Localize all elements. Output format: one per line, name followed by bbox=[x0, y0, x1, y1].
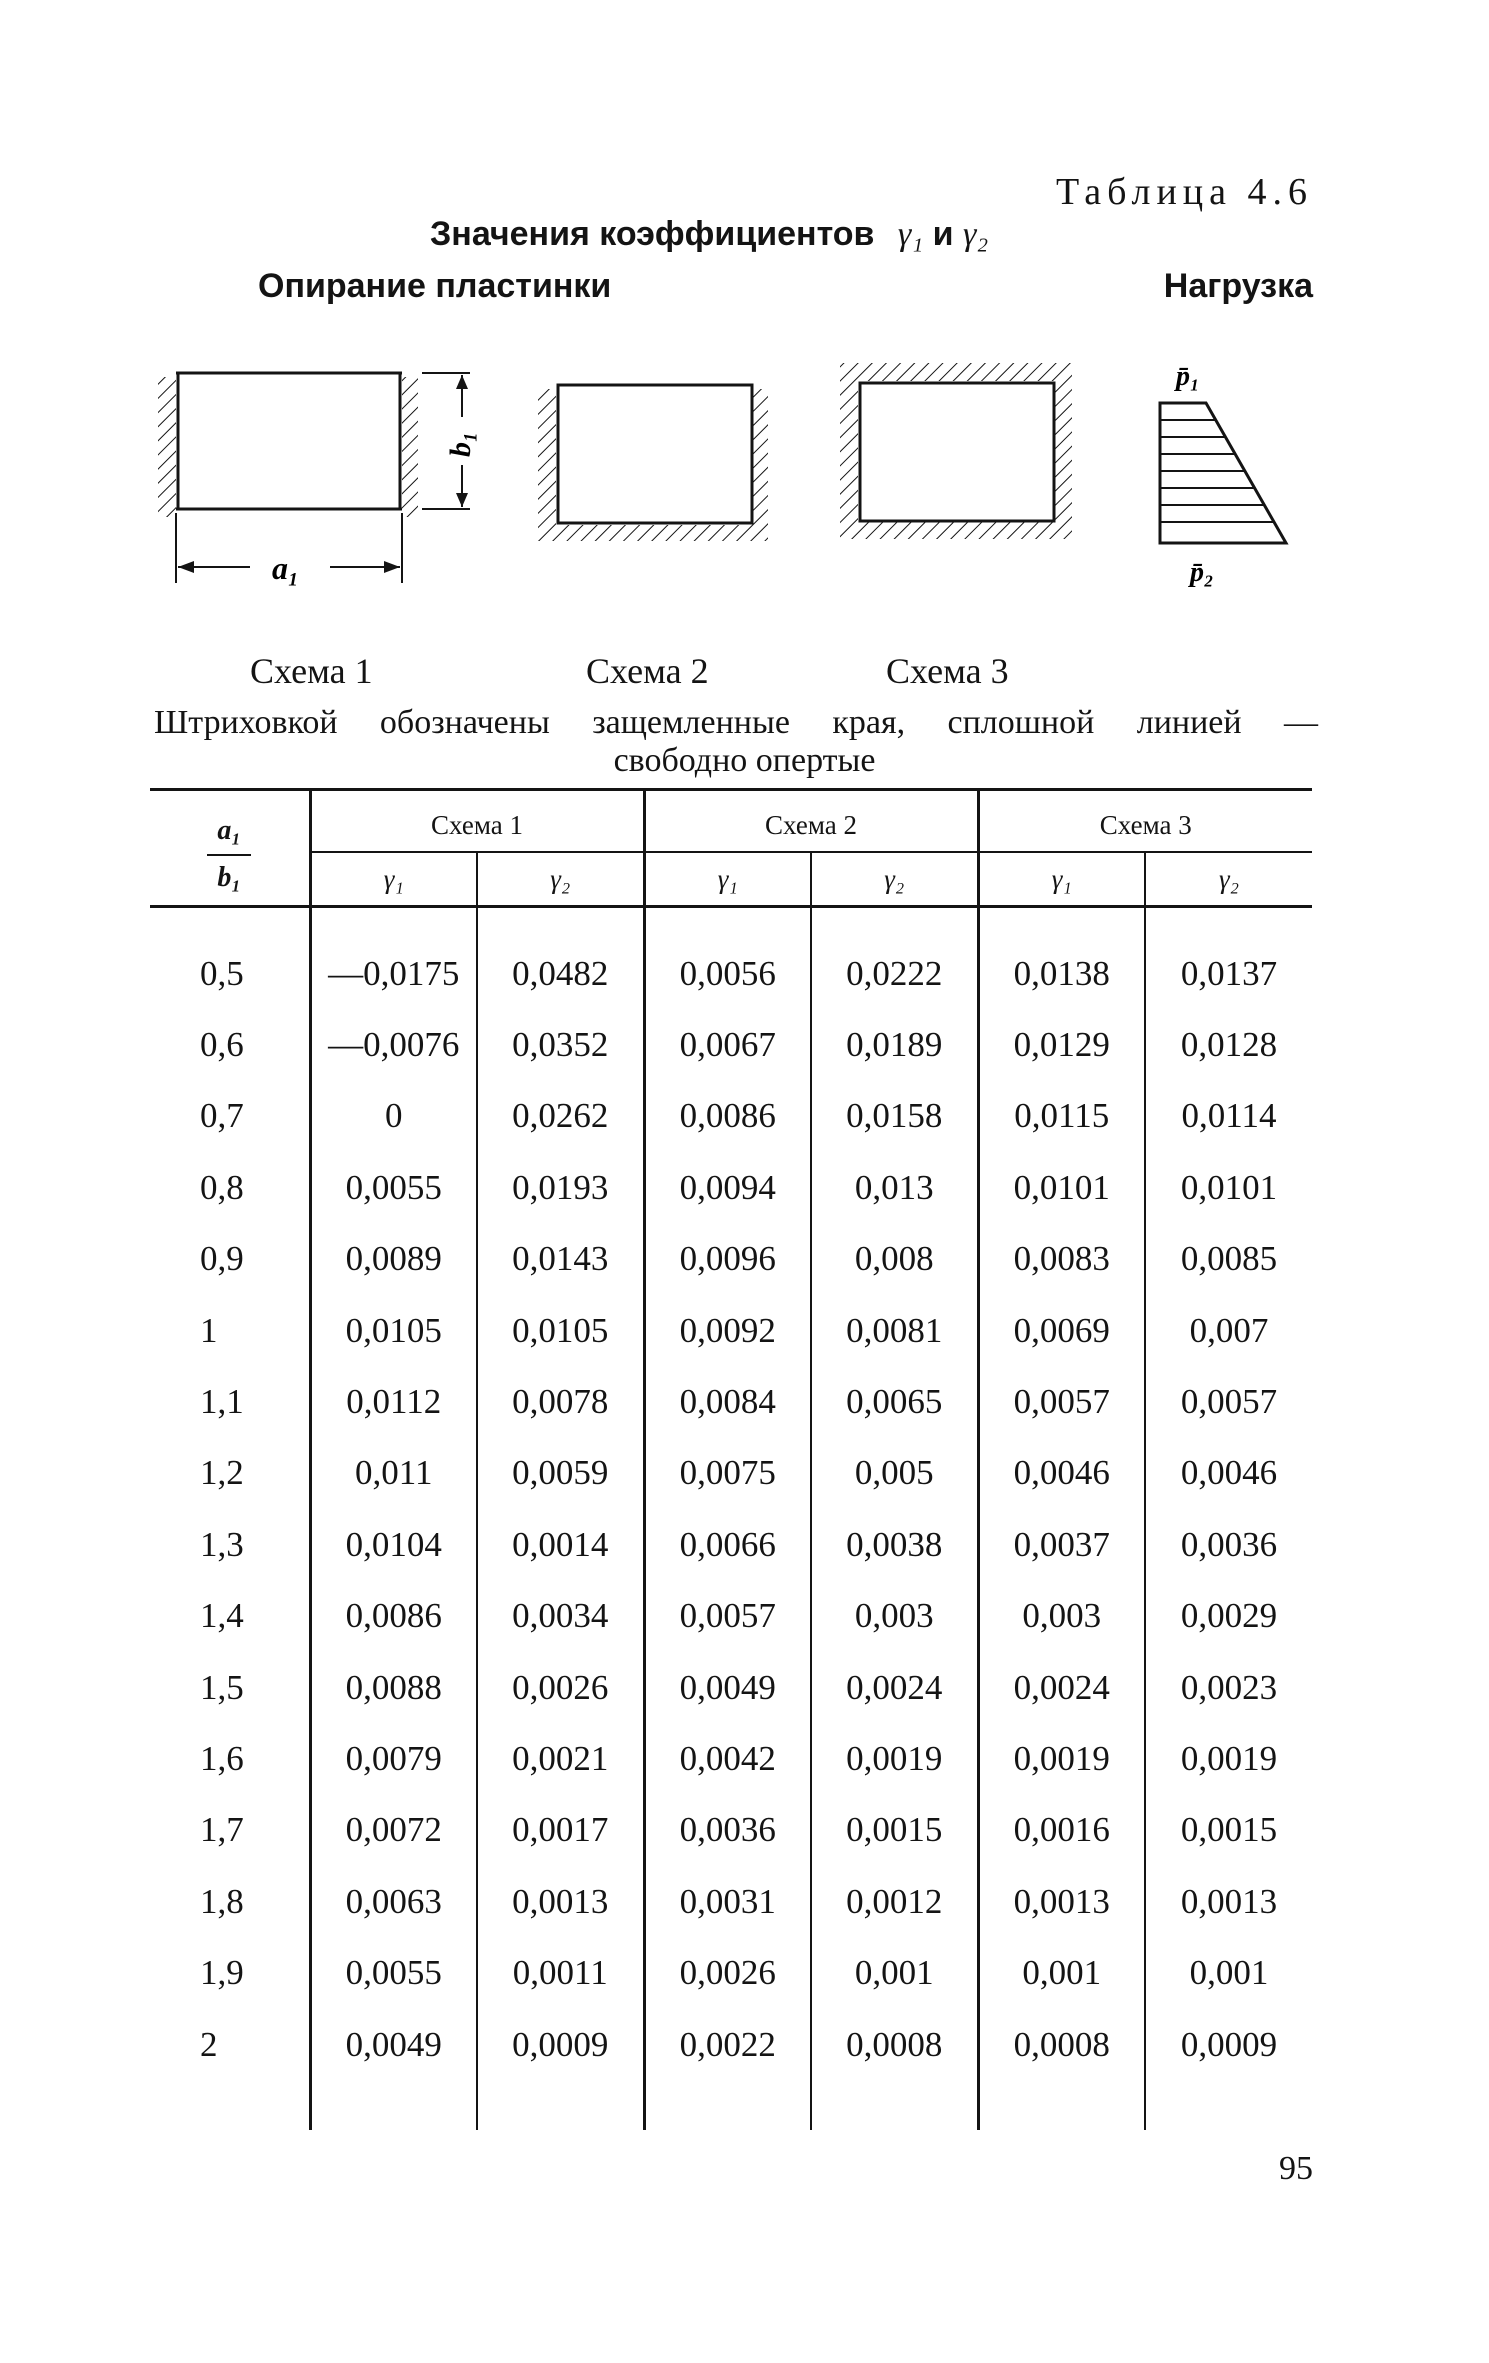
cell-s3-g2: 0,0085 bbox=[1145, 1224, 1312, 1295]
cell-s1-g2: 0,0026 bbox=[477, 1652, 644, 1723]
spacer-cell bbox=[150, 907, 310, 939]
ratio-denominator: b₁ bbox=[217, 862, 242, 893]
cell-s2-g2: 0,0024 bbox=[811, 1652, 978, 1723]
p1-load-label: p̄₁ bbox=[1176, 361, 1200, 392]
cell-s2-g2: 0,0038 bbox=[811, 1509, 978, 1580]
cell-s3-g2: 0,0057 bbox=[1145, 1366, 1312, 1437]
cell-s2-g2: 0,0158 bbox=[811, 1081, 978, 1152]
table-row bbox=[150, 1723, 1312, 1794]
cell-s2-g2: 0,005 bbox=[811, 1438, 978, 1509]
cell-s1-g2: 0,0352 bbox=[477, 1009, 644, 1080]
cell-s2-g2: 0,001 bbox=[811, 1937, 978, 2008]
cell-ratio: 0,5 bbox=[200, 953, 244, 993]
cell-ratio: 1,6 bbox=[200, 1738, 244, 1778]
table-row bbox=[150, 938, 1312, 1009]
cell-s2-g2: 0,0189 bbox=[811, 1009, 978, 1080]
cell-s3-g1: 0,0046 bbox=[978, 1438, 1145, 1509]
cell-s3-g2: 0,0114 bbox=[1145, 1081, 1312, 1152]
cell-s2-g1: 0,0056 bbox=[644, 938, 811, 1009]
cell-s2-g2: 0,003 bbox=[811, 1581, 978, 1652]
scheme1-label: Схема 1 bbox=[250, 651, 373, 691]
table-row bbox=[150, 1224, 1312, 1295]
cell-s1-g1: 0 bbox=[310, 1081, 477, 1152]
title-gamma1: γ₁ bbox=[897, 216, 924, 253]
b1-dimension-label: b₁ bbox=[444, 431, 477, 457]
cell-s2-g1: 0,0094 bbox=[644, 1152, 811, 1223]
cell-s3-g2: 0,0019 bbox=[1145, 1723, 1312, 1794]
cell-s1-g2: 0,0017 bbox=[477, 1795, 644, 1866]
table-label: Таблица 4.6 bbox=[1055, 171, 1313, 213]
cell-s1-g2: 0,0143 bbox=[477, 1224, 644, 1295]
cell-s3-g1: 0,0069 bbox=[978, 1295, 1145, 1366]
cell-ratio: 1 bbox=[200, 1310, 218, 1350]
spacer-cell bbox=[477, 907, 644, 939]
cell-ratio: 0,6 bbox=[200, 1025, 244, 1065]
cell-ratio: 0,7 bbox=[200, 1096, 244, 1136]
table-row bbox=[150, 1295, 1312, 1366]
cell-s3-g1: 0,0115 bbox=[978, 1081, 1145, 1152]
spacer-cell bbox=[978, 907, 1145, 939]
load-diagram bbox=[1160, 361, 1286, 588]
cell-s3-g1: 0,0024 bbox=[978, 1652, 1145, 1723]
table-end-row bbox=[150, 2080, 1312, 2130]
cell-s1-g1: 0,0049 bbox=[310, 2009, 477, 2080]
cell-s2-g1: 0,0057 bbox=[644, 1581, 811, 1652]
cell-s2-g2: 0,008 bbox=[811, 1224, 978, 1295]
cell-s3-g1: 0,0019 bbox=[978, 1723, 1145, 1794]
spacer-cell bbox=[1145, 907, 1312, 939]
cell-s3-g1: 0,0129 bbox=[978, 1009, 1145, 1080]
cell-s2-g1: 0,0096 bbox=[644, 1224, 811, 1295]
cell-s3-g2: 0,0029 bbox=[1145, 1581, 1312, 1652]
cell-s3-g2: 0,0015 bbox=[1145, 1795, 1312, 1866]
table-title bbox=[430, 215, 988, 254]
legend-note-line1: Штриховкой обозначены защемленные края, сплошной линией — bbox=[154, 704, 1318, 741]
table-row bbox=[150, 1152, 1312, 1223]
support-label: Опирание пластинки bbox=[258, 267, 612, 305]
cell-s2-g2: 0,013 bbox=[811, 1152, 978, 1223]
cell-s2-g1: 0,0031 bbox=[644, 1866, 811, 1937]
table-body bbox=[150, 907, 1312, 2131]
table-row bbox=[150, 1866, 1312, 1937]
scheme2-label: Схема 2 bbox=[586, 651, 709, 691]
cell-s2-g2: 0,0222 bbox=[811, 938, 978, 1009]
table-row bbox=[150, 2009, 1312, 2080]
table-row bbox=[150, 1581, 1312, 1652]
cell-s2-g2: 0,0015 bbox=[811, 1795, 978, 1866]
cell-s2-g1: 0,0084 bbox=[644, 1366, 811, 1437]
cell-s1-g2: 0,0014 bbox=[477, 1509, 644, 1580]
cell-s3-g1: 0,0037 bbox=[978, 1509, 1145, 1580]
scheme1-header: Схема 1 bbox=[310, 790, 644, 853]
cell-s1-g1: 0,0104 bbox=[310, 1509, 477, 1580]
cell-s2-g1: 0,0066 bbox=[644, 1509, 811, 1580]
load-label: Нагрузка bbox=[1163, 267, 1313, 305]
coefficients-table bbox=[150, 788, 1312, 2130]
scheme1-gamma2-header: γ₂ bbox=[477, 852, 644, 907]
scheme3-gamma2-header: γ₂ bbox=[1145, 852, 1312, 907]
cell-s1-g2: 0,0013 bbox=[477, 1866, 644, 1937]
cell-s2-g2: 0,0081 bbox=[811, 1295, 978, 1366]
cell-ratio: 0,9 bbox=[200, 1239, 244, 1279]
cell-s2-g1: 0,0092 bbox=[644, 1295, 811, 1366]
cell-s3-g1: 0,0083 bbox=[978, 1224, 1145, 1295]
cell-s1-g1: —0,0076 bbox=[310, 1009, 477, 1080]
cell-s1-g2: 0,0011 bbox=[477, 1937, 644, 2008]
scheme2-header: Схема 2 bbox=[644, 790, 978, 853]
cell-s2-g1: 0,0067 bbox=[644, 1009, 811, 1080]
cell-s3-g1: 0,0057 bbox=[978, 1366, 1145, 1437]
cell-s3-g2: 0,0009 bbox=[1145, 2009, 1312, 2080]
cell-s1-g1: 0,0112 bbox=[310, 1366, 477, 1437]
cell-s3-g1: 0,0008 bbox=[978, 2009, 1145, 2080]
cell-s1-g1: 0,0088 bbox=[310, 1652, 477, 1723]
scheme2-diagram bbox=[538, 385, 768, 541]
cell-s2-g2: 0,0065 bbox=[811, 1366, 978, 1437]
cell-s3-g1: 0,0016 bbox=[978, 1795, 1145, 1866]
cell-ratio: 1,2 bbox=[200, 1453, 244, 1493]
cell-ratio: 1,9 bbox=[200, 1953, 244, 1993]
scheme3-label: Схема 3 bbox=[886, 651, 1009, 691]
cell-s3-g2: 0,0137 bbox=[1145, 938, 1312, 1009]
cell-s3-g2: 0,0023 bbox=[1145, 1652, 1312, 1723]
cell-s3-g1: 0,0138 bbox=[978, 938, 1145, 1009]
spacer-cell bbox=[310, 2080, 477, 2130]
spacer-cell bbox=[978, 2080, 1145, 2130]
plate-diagrams bbox=[140, 345, 1320, 605]
spacer-cell bbox=[310, 907, 477, 939]
scheme2-gamma1-header: γ₁ bbox=[644, 852, 811, 907]
ratio-header bbox=[150, 790, 310, 907]
spacer-cell bbox=[644, 907, 811, 939]
spacer-cell bbox=[644, 2080, 811, 2130]
cell-s2-g2: 0,0008 bbox=[811, 2009, 978, 2080]
table-row bbox=[150, 1795, 1312, 1866]
cell-s1-g2: 0,0021 bbox=[477, 1723, 644, 1794]
cell-s3-g2: 0,0036 bbox=[1145, 1509, 1312, 1580]
legend-note-line2: свободно опертые bbox=[613, 742, 876, 779]
table-row bbox=[150, 1009, 1312, 1080]
ratio-numerator: a₁ bbox=[207, 809, 251, 856]
cell-s2-g1: 0,0075 bbox=[644, 1438, 811, 1509]
table-row bbox=[150, 1652, 1312, 1723]
cell-s3-g1: 0,0101 bbox=[978, 1152, 1145, 1223]
cell-s1-g1: 0,011 bbox=[310, 1438, 477, 1509]
ratio-fraction bbox=[207, 809, 251, 901]
cell-s1-g2: 0,0262 bbox=[477, 1081, 644, 1152]
cell-s1-g1: 0,0072 bbox=[310, 1795, 477, 1866]
scheme3-header: Схема 3 bbox=[978, 790, 1312, 853]
cell-ratio: 0,8 bbox=[200, 1167, 244, 1207]
cell-s3-g2: 0,001 bbox=[1145, 1937, 1312, 2008]
spacer-cell bbox=[1145, 2080, 1312, 2130]
title-and: и bbox=[932, 215, 954, 253]
cell-s1-g1: —0,0175 bbox=[310, 938, 477, 1009]
cell-s2-g1: 0,0036 bbox=[644, 1795, 811, 1866]
title-gamma2: γ₂ bbox=[962, 216, 989, 253]
cell-s1-g2: 0,0193 bbox=[477, 1152, 644, 1223]
scheme1-diagram bbox=[158, 373, 477, 586]
cell-s3-g1: 0,0013 bbox=[978, 1866, 1145, 1937]
a1-dimension-label: a₁ bbox=[272, 550, 300, 586]
table-row bbox=[150, 1438, 1312, 1509]
cell-s1-g2: 0,0482 bbox=[477, 938, 644, 1009]
cell-ratio: 1,3 bbox=[200, 1524, 244, 1564]
table-row bbox=[150, 1081, 1312, 1152]
cell-s1-g2: 0,0059 bbox=[477, 1438, 644, 1509]
cell-ratio: 1,1 bbox=[200, 1382, 244, 1422]
cell-s3-g1: 0,001 bbox=[978, 1937, 1145, 2008]
cell-s3-g2: 0,0013 bbox=[1145, 1866, 1312, 1937]
cell-s1-g1: 0,0079 bbox=[310, 1723, 477, 1794]
table-spacer-row bbox=[150, 907, 1312, 939]
cell-s1-g2: 0,0078 bbox=[477, 1366, 644, 1437]
spacer-cell bbox=[477, 2080, 644, 2130]
table-row bbox=[150, 1509, 1312, 1580]
cell-ratio: 1,4 bbox=[200, 1596, 244, 1636]
spacer-cell bbox=[811, 907, 978, 939]
cell-s2-g1: 0,0022 bbox=[644, 2009, 811, 2080]
cell-s3-g2: 0,0101 bbox=[1145, 1152, 1312, 1223]
p2-load-label: p̄₂ bbox=[1190, 557, 1214, 588]
scheme2-gamma2-header: γ₂ bbox=[811, 852, 978, 907]
cell-s3-g2: 0,007 bbox=[1145, 1295, 1312, 1366]
cell-s2-g2: 0,0019 bbox=[811, 1723, 978, 1794]
cell-s3-g2: 0,0046 bbox=[1145, 1438, 1312, 1509]
cell-s3-g2: 0,0128 bbox=[1145, 1009, 1312, 1080]
table-row bbox=[150, 1937, 1312, 2008]
scheme3-diagram bbox=[840, 363, 1072, 539]
cell-ratio: 1,5 bbox=[200, 1667, 244, 1707]
table-row bbox=[150, 1366, 1312, 1437]
cell-ratio: 2 bbox=[200, 2024, 218, 2064]
scheme1-gamma1-header: γ₁ bbox=[310, 852, 477, 907]
cell-s3-g1: 0,003 bbox=[978, 1581, 1145, 1652]
scheme3-gamma1-header: γ₁ bbox=[978, 852, 1145, 907]
cell-s1-g2: 0,0105 bbox=[477, 1295, 644, 1366]
cell-s1-g1: 0,0055 bbox=[310, 1152, 477, 1223]
cell-s1-g1: 0,0063 bbox=[310, 1866, 477, 1937]
cell-s2-g2: 0,0012 bbox=[811, 1866, 978, 1937]
page-number: 95 bbox=[1279, 2150, 1313, 2187]
cell-ratio: 1,8 bbox=[200, 1881, 244, 1921]
cell-s2-g1: 0,0042 bbox=[644, 1723, 811, 1794]
cell-s2-g1: 0,0049 bbox=[644, 1652, 811, 1723]
cell-s2-g1: 0,0086 bbox=[644, 1081, 811, 1152]
cell-s1-g2: 0,0009 bbox=[477, 2009, 644, 2080]
spacer-cell bbox=[150, 2080, 310, 2130]
cell-s1-g1: 0,0105 bbox=[310, 1295, 477, 1366]
cell-s1-g1: 0,0055 bbox=[310, 1937, 477, 2008]
spacer-cell bbox=[811, 2080, 978, 2130]
cell-s2-g1: 0,0026 bbox=[644, 1937, 811, 2008]
cell-s1-g1: 0,0089 bbox=[310, 1224, 477, 1295]
title-prefix: Значения коэффициентов bbox=[430, 215, 875, 253]
cell-ratio: 1,7 bbox=[200, 1810, 244, 1850]
cell-s1-g1: 0,0086 bbox=[310, 1581, 477, 1652]
cell-s1-g2: 0,0034 bbox=[477, 1581, 644, 1652]
